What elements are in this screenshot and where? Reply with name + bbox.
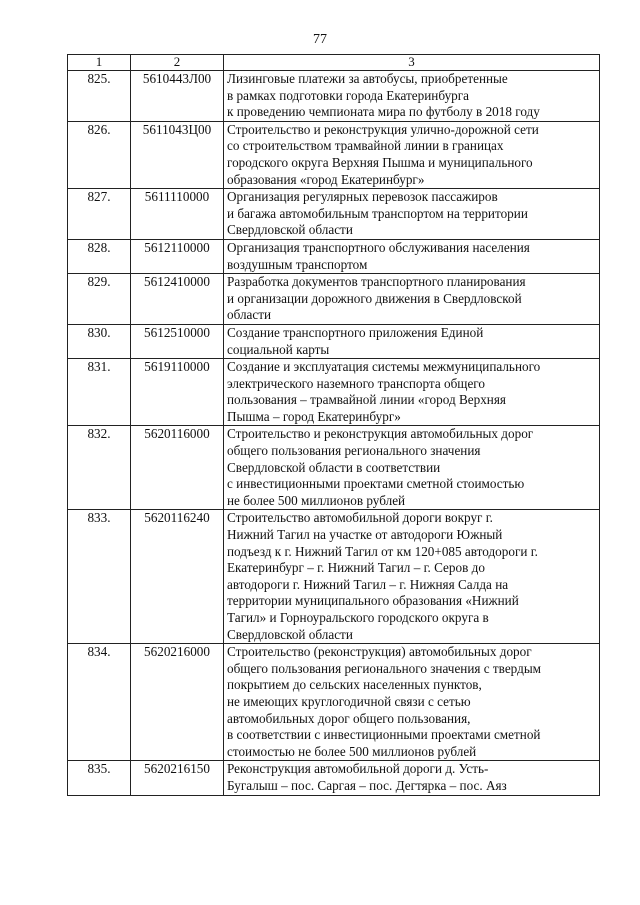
column-header-2: 2: [131, 55, 224, 71]
description-line: Реконструкция автомобильной дороги д. Усть-: [227, 761, 489, 777]
row-number: 833.: [68, 510, 131, 644]
table-row: [68, 324, 600, 358]
item-description: [224, 761, 600, 795]
description-line: Создание транспортного приложения Единой: [227, 324, 484, 340]
budget-classification-table: [67, 54, 600, 796]
classification-code: 5610443Л00: [131, 71, 224, 122]
description-line: автодороги г. Нижний Тагил – г. Нижняя Салда на: [227, 576, 509, 592]
description-line: пользования – трамвайной линии «город Верхняя: [227, 392, 506, 408]
description-line: Разработка документов транспортного планирования: [227, 274, 526, 290]
table-row: [68, 359, 600, 426]
description-line: Свердловской области: [227, 626, 353, 642]
table-row: [68, 71, 600, 122]
table-row: [68, 239, 600, 273]
description-line: с инвестиционными проектами сметной стоимостью: [227, 476, 525, 492]
description-line: Нижний Тагил на участке от автодороги Южный: [227, 527, 503, 543]
classification-code: 5612510000: [131, 324, 224, 358]
description-line: общего пользования регионального значения с твердым: [227, 660, 542, 676]
description-line: автомобильных дорог общего пользования,: [227, 710, 471, 726]
description-line: не имеющих круглогодичной связи с сетью: [227, 693, 471, 709]
description-line: Пышма – город Екатеринбург»: [227, 408, 401, 424]
column-header-1: 1: [68, 55, 131, 71]
item-description: [224, 71, 600, 122]
description-line: не более 500 миллионов рублей: [227, 492, 406, 508]
description-line: образования «город Екатеринбург»: [227, 171, 425, 187]
description-line: Екатеринбург – г. Нижний Тагил – г. Серов до: [227, 560, 485, 576]
description-line: со строительством трамвайной линии в границах: [227, 138, 504, 154]
classification-code: 5611043Ц00: [131, 121, 224, 188]
row-number: 831.: [68, 359, 131, 426]
item-description: [224, 189, 600, 240]
description-line: Бугалыш – пос. Саргая – пос. Дегтярка – пос. Аяз: [227, 777, 507, 793]
description-line: Тагил» и Горноуральского городского округа в: [227, 610, 489, 625]
description-line: стоимостью не более 500 миллионов рублей: [227, 743, 477, 759]
description-line: и багажа автомобильным транспортом на территории: [227, 205, 528, 221]
description-line: Строительство автомобильной дороги вокруг г.: [227, 510, 493, 526]
table-row: [68, 644, 600, 761]
classification-code: 5620116000: [131, 426, 224, 510]
row-number: 826.: [68, 121, 131, 188]
item-description: [224, 239, 600, 273]
row-number: 830.: [68, 324, 131, 358]
item-description: [224, 324, 600, 358]
description-line: Свердловской области в соответствии: [227, 459, 441, 475]
classification-code: 5620216150: [131, 761, 224, 795]
classification-code: 5612410000: [131, 274, 224, 325]
item-description: [224, 274, 600, 325]
description-line: покрытием до сельских населенных пунктов,: [227, 677, 482, 693]
table-row: [68, 189, 600, 240]
page-number: 77: [313, 32, 327, 47]
description-line: Строительство (реконструкция) автомобильных дорог: [227, 644, 532, 660]
row-number: 834.: [68, 644, 131, 761]
item-description: [224, 359, 600, 426]
description-line: городского округа Верхняя Пышма и муниципального: [227, 154, 533, 170]
description-line: Свердловской области: [227, 222, 353, 238]
row-number: 835.: [68, 761, 131, 795]
description-line: Лизинговые платежи за автобусы, приобретенные: [227, 71, 508, 86]
description-line: в рамках подготовки города Екатеринбурга: [227, 87, 470, 103]
description-line: Строительство и реконструкция автомобильных дорог: [227, 426, 534, 442]
item-description: [224, 510, 600, 644]
row-number: 825.: [68, 71, 131, 122]
description-line: территории муниципального образования «Нижний: [227, 593, 519, 609]
description-line: воздушным транспортом: [227, 256, 368, 272]
table-row: [68, 274, 600, 325]
table-row: [68, 121, 600, 188]
description-line: и организации дорожного движения в Свердловской: [227, 290, 522, 306]
table-row: [68, 761, 600, 795]
description-line: области: [227, 307, 272, 323]
classification-code: 5620216000: [131, 644, 224, 761]
row-number: 829.: [68, 274, 131, 325]
item-description: [224, 121, 600, 188]
description-line: к проведению чемпионата мира по футболу в 2018 году: [227, 104, 540, 120]
description-line: в соответствии с инвестиционными проектами сметной: [227, 727, 541, 743]
classification-code: 5620116240: [131, 510, 224, 644]
table-row: [68, 510, 600, 644]
row-number: 832.: [68, 426, 131, 510]
description-line: Организация транспортного обслуживания населения: [227, 239, 530, 255]
description-line: Создание и эксплуатация системы межмуниципального: [227, 359, 541, 375]
classification-code: 5611110000: [131, 189, 224, 240]
item-description: [224, 644, 600, 761]
table-header-row: [68, 55, 600, 71]
item-description: [224, 426, 600, 510]
description-line: Организация регулярных перевозок пассажиров: [227, 189, 498, 205]
description-line: общего пользования регионального значения: [227, 443, 481, 459]
table-row: [68, 426, 600, 510]
description-line: социальной карты: [227, 341, 330, 357]
classification-code: 5612110000: [131, 239, 224, 273]
classification-code: 5619110000: [131, 359, 224, 426]
description-line: электрического наземного транспорта общего: [227, 375, 485, 391]
description-line: Строительство и реконструкция улично-дорожной сети: [227, 121, 539, 137]
row-number: 827.: [68, 189, 131, 240]
table-body: [68, 71, 600, 796]
column-header-3: 3: [224, 55, 600, 71]
row-number: 828.: [68, 239, 131, 273]
description-line: подъезд к г. Нижний Тагил от км 120+085 автодороги г.: [227, 543, 538, 559]
